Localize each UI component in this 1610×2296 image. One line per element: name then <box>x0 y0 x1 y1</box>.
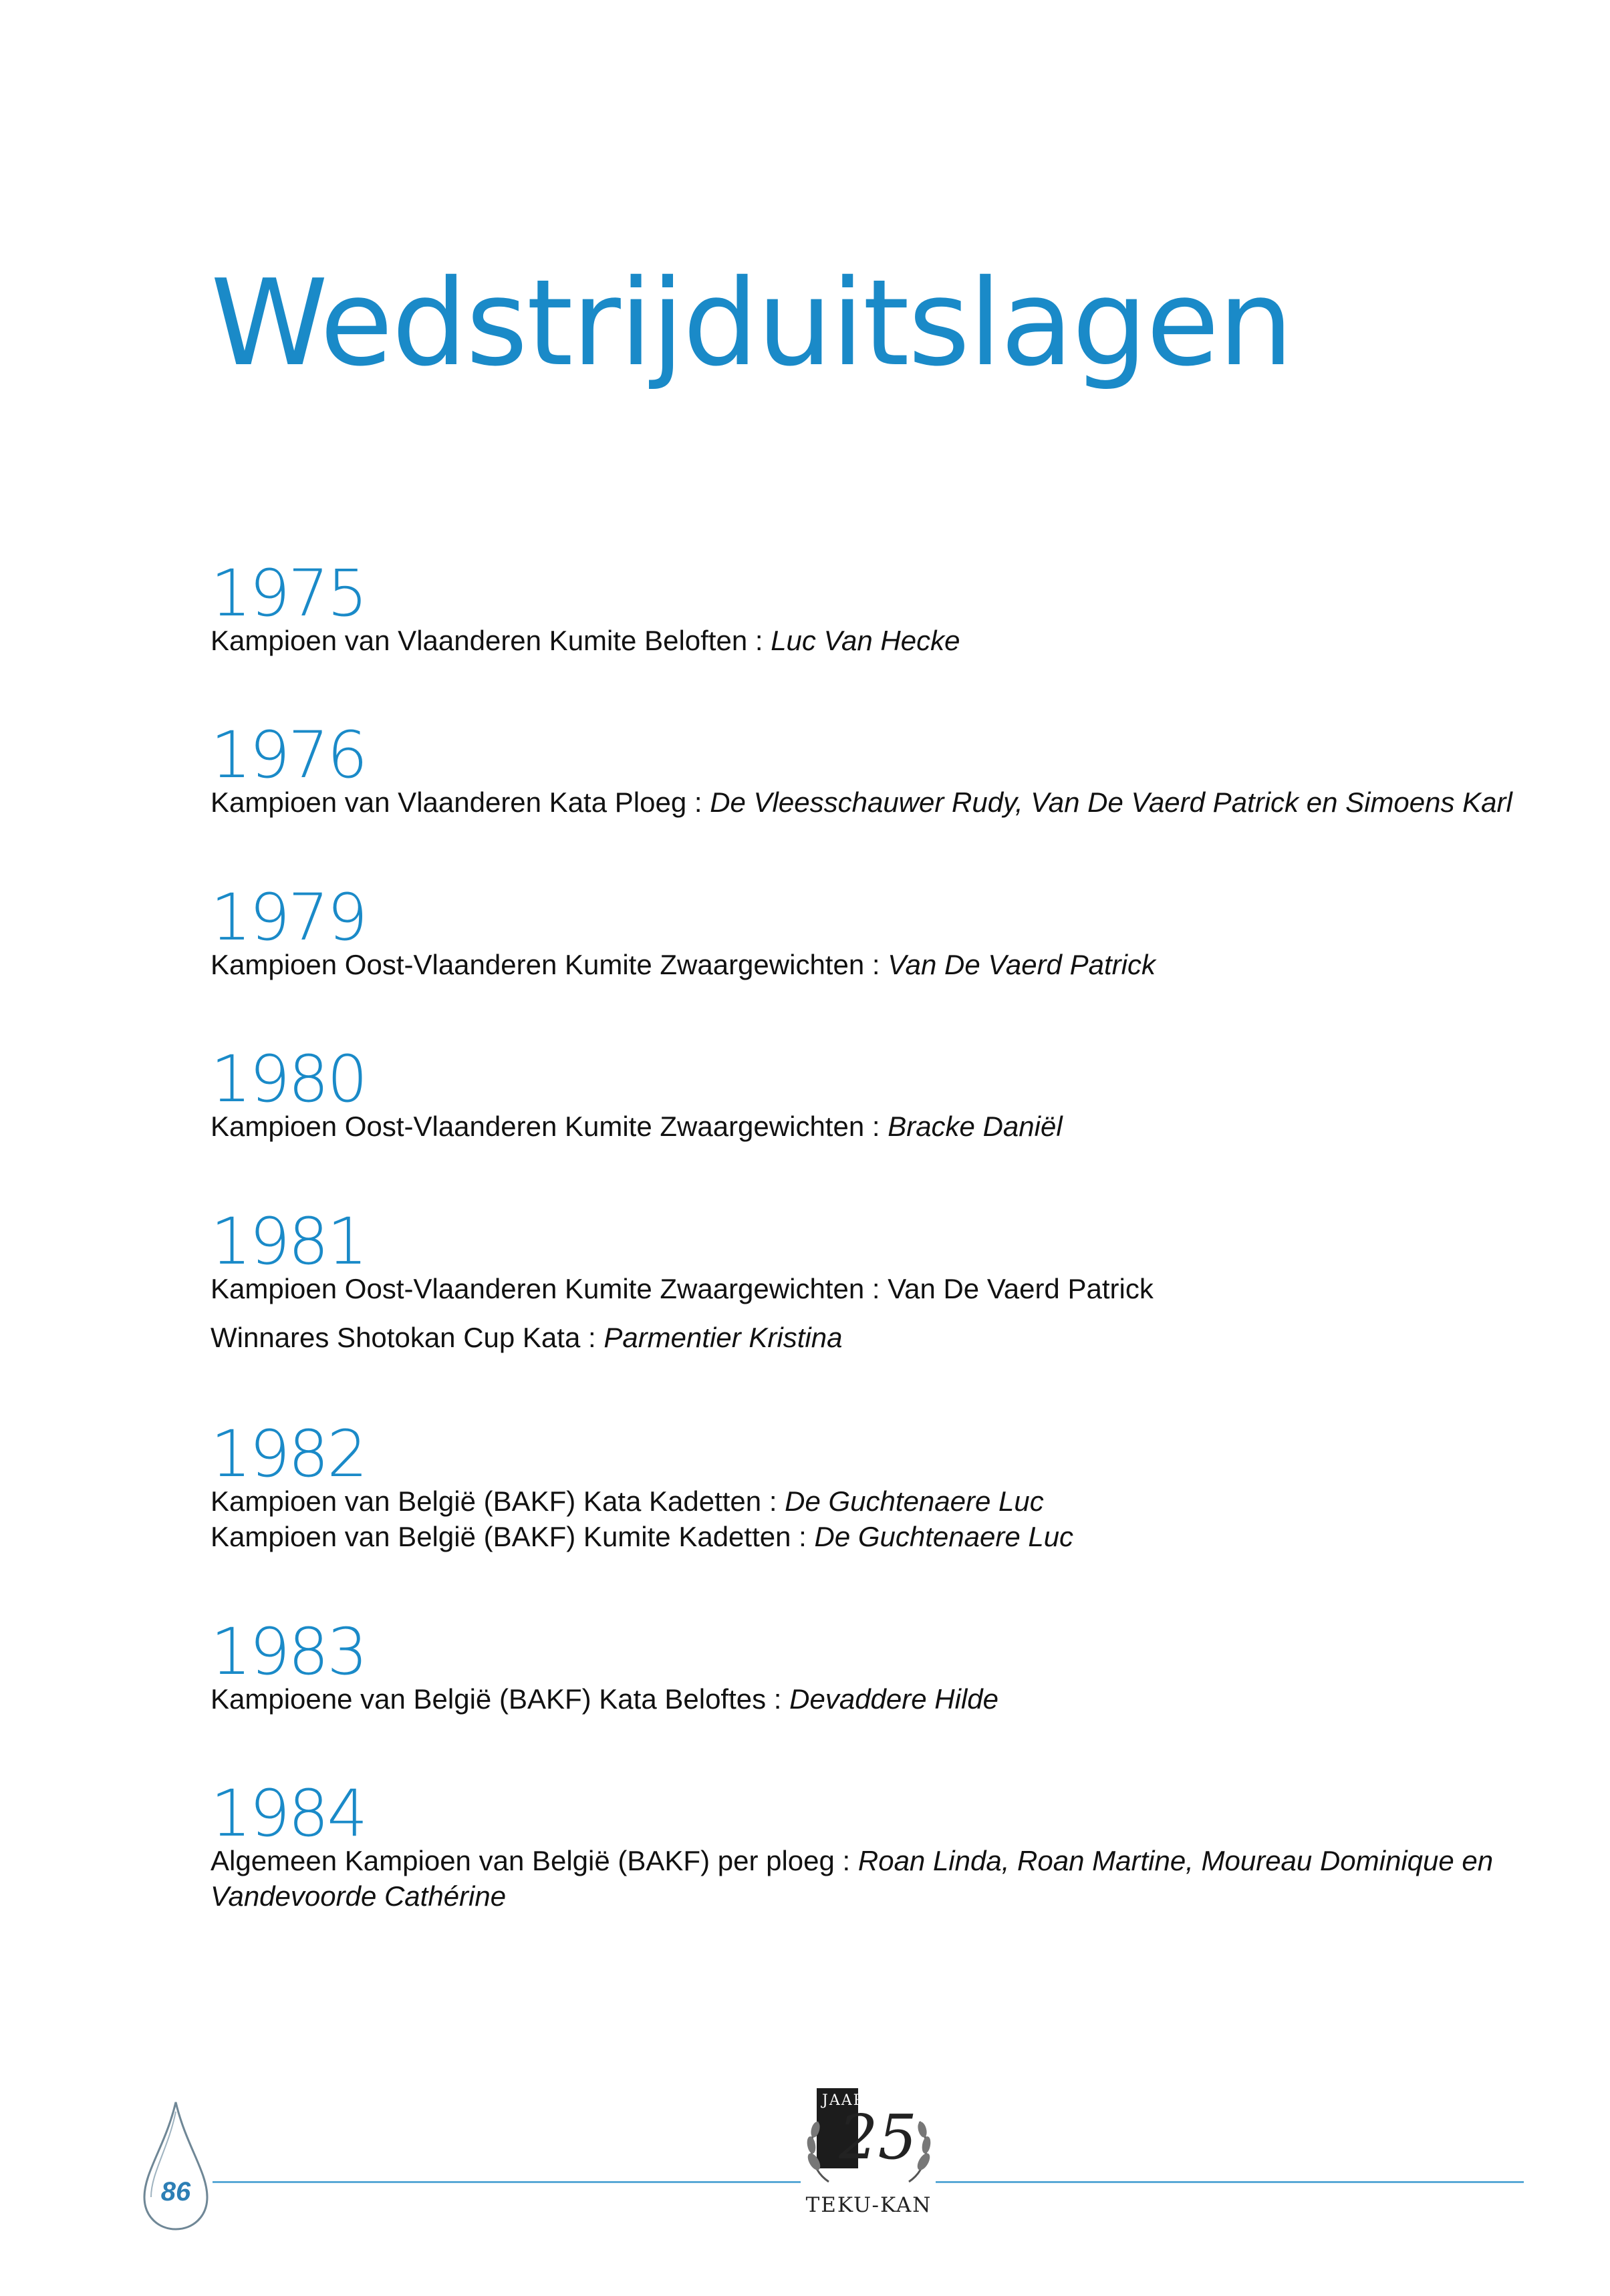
athlete-name: Parmentier Kristina <box>603 1322 843 1353</box>
results-1979 <box>211 880 1540 982</box>
result-line: Winnares Shotokan Cup Kata : Parmentier Kristina <box>211 1322 843 1353</box>
result-line: Kampioen van Vlaanderen Kata Ploeg : De Vleesschauwer Rudy, Van De Vaerd Patrick en Simoens Karl <box>211 786 1512 818</box>
year-heading: 1981 <box>211 1204 366 1279</box>
result-line: Kampioen Oost-Vlaanderen Kumite Zwaargewichten : Van De Vaerd Patrick <box>211 1273 1154 1304</box>
brand-name: TEKU-KAN <box>805 2193 932 2217</box>
athlete-name: Devaddere Hilde <box>789 1683 998 1715</box>
result-line: Kampioen van België (BAKF) Kata Kadetten : De Guchtenaere Luc <box>211 1485 1044 1517</box>
results-1981 <box>211 1204 1540 1355</box>
year-heading: 1975 <box>211 556 366 631</box>
results-1975 <box>211 556 1540 658</box>
results-1982 <box>211 1417 1540 1554</box>
year-heading: 1982 <box>211 1417 366 1491</box>
page-number: 86 <box>160 2177 191 2206</box>
result-line: Kampioen Oost-Vlaanderen Kumite Zwaargewichten : Van De Vaerd Patrick <box>211 949 1156 980</box>
result-line: Kampioen van België (BAKF) Kumite Kadetten : De Guchtenaere Luc <box>211 1521 1074 1552</box>
results-1983 <box>211 1614 1540 1717</box>
footer-rule-left <box>213 2181 801 2183</box>
athlete-name: Luc Van Hecke <box>771 625 960 656</box>
result-line: Kampioen van Vlaanderen Kumite Beloften : Luc Van Hecke <box>211 625 960 656</box>
result-line: Kampioene van België (BAKF) Kata Beloftes : Devaddere Hilde <box>211 1683 998 1715</box>
athlete-name: Van De Vaerd Patrick <box>888 949 1156 980</box>
athlete-name: De Guchtenaere Luc <box>814 1521 1074 1552</box>
athlete-name: Bracke Daniël <box>888 1111 1063 1142</box>
results-1984 <box>211 1776 1540 1914</box>
laurel-wreath-icon <box>802 2088 936 2188</box>
results-1976 <box>211 718 1540 820</box>
emblem-jaar: JAAR <box>822 2092 866 2109</box>
year-heading: 1984 <box>211 1776 366 1851</box>
emblem-number: 25 <box>839 2102 918 2173</box>
result-line: Kampioen Oost-Vlaanderen Kumite Zwaargewichten : Bracke Daniël <box>211 1111 1063 1142</box>
results-1980 <box>211 1042 1540 1144</box>
water-drop-icon <box>139 2098 213 2232</box>
year-heading: 1976 <box>211 718 366 793</box>
year-heading: 1979 <box>211 880 366 955</box>
page-title: Wedstrijduitslagen <box>211 254 1293 392</box>
athlete-name: Roan Linda, Roan Martine, Moureau Dominique en Vandevoorde Cathérine <box>211 1845 1494 1912</box>
year-heading: 1980 <box>211 1042 366 1117</box>
athlete-name: De Guchtenaere Luc <box>785 1485 1044 1517</box>
year-heading: 1983 <box>211 1614 366 1689</box>
athlete-name: De Vleesschauwer Rudy, Van De Vaerd Patrick en Simoens Karl <box>710 786 1512 818</box>
footer-rule-right <box>936 2181 1524 2183</box>
result-line: Algemeen Kampioen van België (BAKF) per ploeg : Roan Linda, Roan Martine, Moureau Dominique en Vandevoorde Cathérine <box>211 1845 1494 1912</box>
